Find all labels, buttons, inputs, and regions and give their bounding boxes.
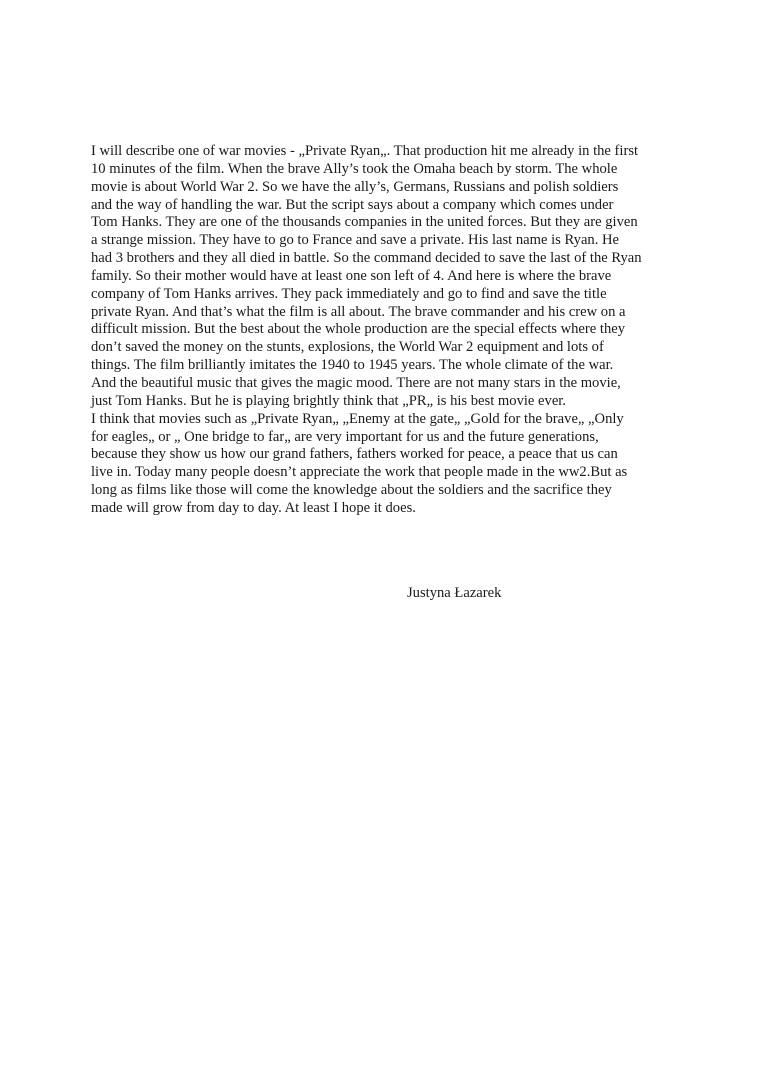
essay-line: I will describe one of war movies - „Private Ryan„. That production hit me already in the first [91,143,639,159]
essay-line: don’t saved the money on the stunts, explosions, the World War 2 equipment and lots of [91,339,604,356]
essay-line: Tom Hanks. They are one of the thousands companies in the united forces. But they are given [91,214,638,231]
essay-line: live in. Today many people doesn’t appreciate the work that people made in the ww2.But as [91,464,628,481]
essay-line: movie is about World War 2. So we have the ally’s, Germans, Russians and polish soldiers [91,178,619,195]
essay-line: long as films like those will come the knowledge about the soldiers and the sacrifice they [91,482,612,499]
essay-line: a strange mission. They have to go to France and save a private. His last name is Ryan. He [91,232,620,249]
essay-line: company of Tom Hanks arrives. They pack immediately and go to find and save the title [91,285,607,302]
author-signature: Justyna Łazarek [407,585,502,601]
essay-line: I think that movies such as „Private Ryan„ „Enemy at the gate„ „Gold for the brave„ „Only [91,410,624,427]
essay-body [91,143,681,518]
essay-line: for eagles„ or „ One bridge to far„ are very important for us and the future generations, [91,428,599,445]
essay-line: difficult mission. But the best about the whole production are the special effects where they [91,321,626,338]
essay-line: had 3 brothers and they all died in battle. So the command decided to save the last of the Ryan [91,250,642,267]
essay-line: because they show us how our grand fathers, fathers worked for peace, a peace that us can [91,446,618,463]
essay-line: private Ryan. And that’s what the film is all about. The brave commander and his crew on a [91,303,626,320]
essay-line: things. The film brilliantly imitates the 1940 to 1945 years. The whole climate of the war. [91,357,614,374]
essay-line: 10 minutes of the film. When the brave Ally’s took the Omaha beach by storm. The whole [91,160,618,177]
essay-line: made will grow from day to day. At least I hope it does. [91,499,416,516]
essay-line: and the way of handling the war. But the script says about a company which comes under [91,196,614,213]
essay-line: just Tom Hanks. But he is playing brightly think that „PR„ is his best movie ever. [91,392,567,409]
essay-line: family. So their mother would have at least one son left of 4. And here is where the brave [91,267,612,284]
essay-line: And the beautiful music that gives the magic mood. There are not many stars in the movie, [91,374,621,391]
